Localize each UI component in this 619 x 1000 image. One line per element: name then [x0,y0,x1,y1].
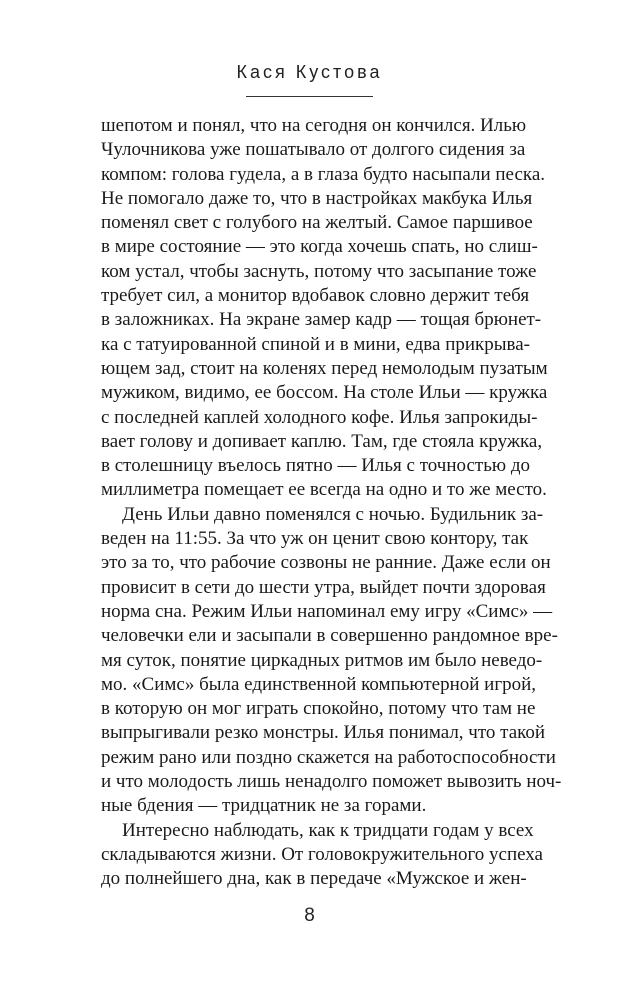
body-text [101,114,562,892]
header-rule [246,96,373,97]
text-line: мя суток, понятие циркадных ритмов им было неведо- [101,649,543,671]
text-line: ка с татуированной спиной и в мини, едва прикрыва- [101,333,531,355]
text-line: мужиком, видимо, ее боссом. На столе Ильи — кружка [101,382,548,404]
text-line: Чулочникова уже пошатывало от долгого сидения за [101,139,526,161]
text-line: провисит в сети до шести утра, выйдет почти здоровая [101,576,546,598]
text-line: в которую он мог играть спокойно, потому что там не [101,698,536,720]
text-line: Интересно наблюдать, как к тридцати годам у всех [122,819,534,841]
author-name: Кася Кустова [236,62,383,82]
text-line: Не помогало даже то, что в настройках макбука Илья [101,187,533,209]
text-line: ком устал, чтобы заснуть, потому что засыпание тоже [101,260,537,282]
paragraph [101,503,562,819]
text-line: шепотом и понял, что на сегодня он кончился. Илью [101,115,527,136]
text-line: День Ильи давно поменялся с ночью. Будильник за- [122,503,544,525]
text-line: режим рано или поздно скажется на работоспособности [101,746,556,768]
text-line: мо. «Симс» была единственной компьютерной игрой, [101,673,537,695]
text-line: ные бдения — тридцатник не за горами. [101,795,427,817]
page-number: 8 [304,905,315,926]
text-line: поменял свет с голубого на желтый. Самое паршивое [101,212,533,234]
text-line: норма сна. Режим Ильи напоминал ему игру «Симс» — [101,600,553,622]
text-line: требует сил, а монитор вдобавок словно держит тебя [101,285,530,307]
text-line: вает голову и допивает каплю. Там, где стояла кружка, [101,430,543,452]
text-line: складываются жизни. От головокружительного успеха [101,843,543,865]
text-line: человечки ели и засыпали в совершенно рандомное вре- [101,625,558,647]
text-line: до полнейшего дна, как в передаче «Мужское и жен- [101,868,527,890]
text-line: и что молодость лишь ненадолго поможет вывозить ноч- [101,771,562,793]
text-line: это за то, что рабочие созвоны не ранние. Даже если он [101,552,551,574]
text-line: в мире состояние — это когда хочешь спать, но слиш- [101,236,538,258]
text-line: в столешницу въелось пятно — Илья с точностью до [101,455,531,477]
text-line: выпрыгивали резко монстры. Илья понимал, что такой [101,722,546,744]
text-line: веден на 11:55. За что уж он ценит свою контору, так [101,528,529,550]
running-head [0,62,619,83]
text-line: с последней каплей холодного кофе. Илья запрокиды- [101,406,538,428]
text-line: миллиметра помещает ее всегда на одно и то же место. [101,479,547,501]
paragraph [101,114,548,503]
text-line: в заложниках. На экране замер кадр — тощая брюнет- [101,309,542,331]
paragraph [101,819,543,892]
text-line: компом: голова гудела, а в глаза будто насыпали песка. [101,163,546,185]
text-line: ющем зад, стоит на коленях перед немолодым пузатым [101,357,548,379]
